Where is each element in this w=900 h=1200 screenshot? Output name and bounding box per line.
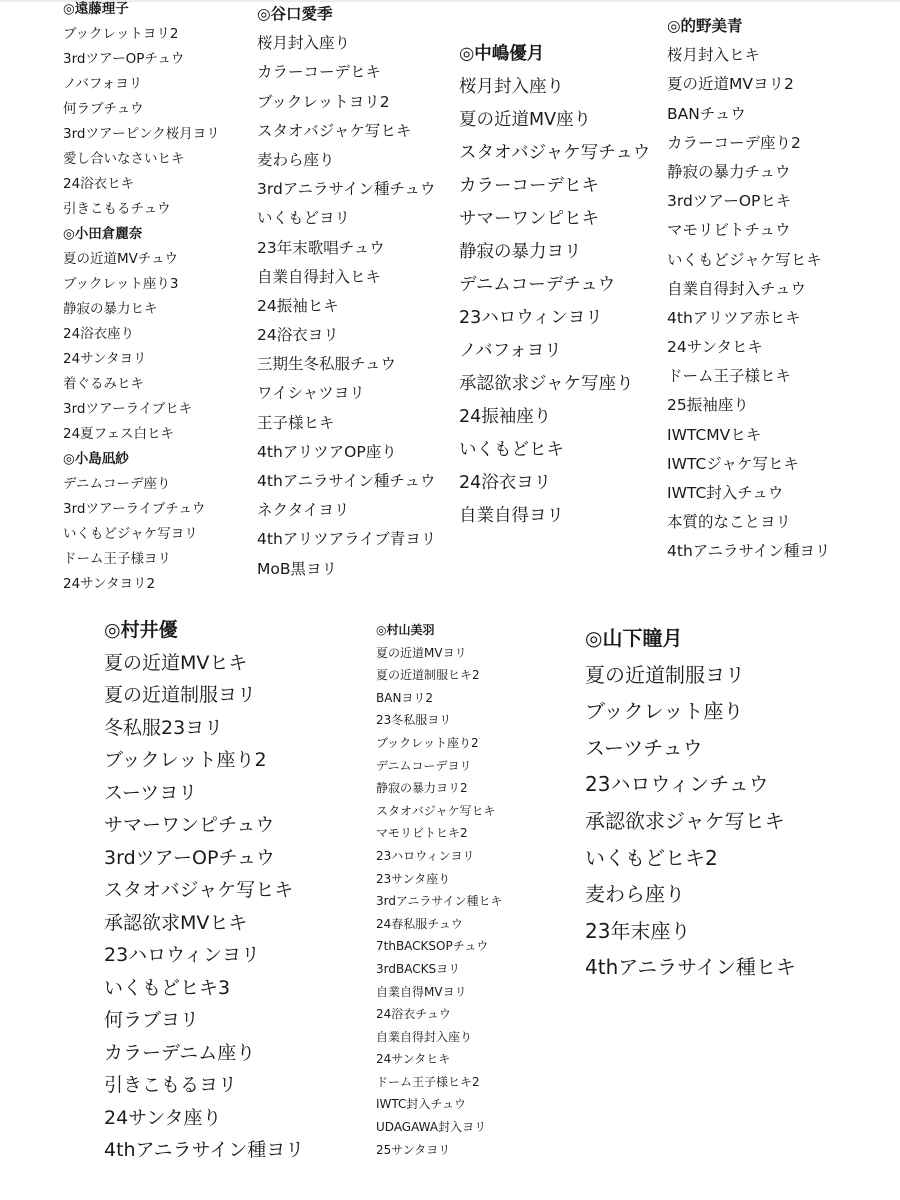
list-item: 何ラブヨリ (104, 1009, 200, 1031)
list-item: IWTCMVヒキ (667, 425, 762, 444)
list-item: 3rdアニラサイン種チュウ (257, 180, 436, 199)
list-item: 23年末座り (585, 918, 691, 943)
member-column-murai (104, 614, 304, 1167)
list-item: 23年末歌唱チュウ (257, 238, 385, 257)
list-item: スーツチュウ (585, 735, 703, 760)
list-item: BANチュウ (667, 104, 746, 123)
member-column-yamashita (585, 620, 796, 986)
list-item: ブックレットヨリ2 (257, 92, 390, 111)
list-item: デニムコーデヨリ (376, 758, 472, 773)
list-item: ワイシャツヨリ (257, 384, 365, 403)
list-item: 4thアニラサイン種ヨリ (104, 1139, 305, 1161)
member-column-nakashima (459, 38, 650, 533)
list-item: サマーワンピチュウ (104, 814, 275, 836)
list-item: 夏の近道制服ヒキ2 (376, 668, 480, 683)
list-item: 25振袖座り (667, 396, 749, 415)
list-item: 3rdツアーOPチュウ (104, 846, 275, 869)
list-item: 三期生冬私服チュウ (257, 355, 397, 374)
list-item: 承認欲求ジャケ写ヒキ (585, 808, 785, 833)
list-item: カラーデニム座り (104, 1041, 256, 1064)
list-item: 3rdツアーOPチュウ (63, 51, 185, 67)
member-column-left (63, 0, 220, 597)
list-item: 24サンタヒキ (667, 338, 763, 357)
member-name-murayama: ◎村山美羽 (376, 623, 435, 637)
list-item: 夏の近道MVヨリ2 (667, 75, 794, 94)
list-item: 24サンタ座り (104, 1106, 222, 1129)
list-item: MoB黒ヨリ (257, 559, 337, 578)
list-item: 夏の近道MV座り (459, 110, 592, 130)
list-item: スタオバジャケ写ヒキ (257, 121, 412, 140)
list-item: 24サンタヨリ (63, 351, 147, 367)
list-item: 23サンタ座り (376, 871, 451, 886)
list-item: 24夏フェス白ヒキ (63, 426, 175, 442)
list-item: ドーム王子様ヒキ2 (376, 1074, 480, 1089)
list-item: 4thアニラサイン種ヒキ (585, 955, 796, 980)
list-item: 3rdBACKSヨリ (376, 961, 461, 976)
list-item: 夏の近道制服ヨリ (104, 684, 257, 706)
list-item: 静寂の暴力ヨリ2 (376, 781, 468, 796)
member-name-kojima: ◎小島凪紗 (63, 451, 129, 467)
member-name-endo: ◎遠藤理子 (63, 1, 129, 17)
list-item: ブックレット座り (585, 699, 744, 724)
list-item: マモリビトチュウ (667, 221, 791, 240)
list-item: 桜月封入座り (459, 77, 564, 97)
member-name-taniguchi: ◎谷口愛季 (257, 5, 333, 23)
list-item: 承認欲求MVヒキ (104, 911, 248, 934)
list-item: 引きこもるヨリ (104, 1074, 238, 1096)
member-name-matono: ◎的野美青 (667, 17, 743, 35)
list-item: いくもどヨリ (257, 209, 351, 228)
list-item: カラーコーデ座り2 (667, 133, 801, 152)
list-item: ブックレットヨリ2 (63, 26, 179, 42)
list-item: いくもどヒキ2 (585, 845, 718, 870)
list-item: いくもどジャケ写ヒキ (667, 250, 822, 269)
list-item: 静寂の暴力ヒキ (63, 301, 158, 317)
list-item: 夏の近道MVチュウ (63, 251, 178, 267)
list-item: 23ハロウィンヨリ (104, 944, 261, 966)
list-item: 麦わら座り (585, 882, 685, 907)
list-item: スタオバジャケ写ヒキ (104, 879, 294, 901)
list-item: ノバフォヨリ (63, 76, 143, 92)
list-item: 24振袖ヒキ (257, 296, 339, 315)
list-item: 3rdツアーOPヒキ (667, 192, 792, 211)
list-item: 静寂の暴力ヨリ (459, 242, 582, 262)
list-item: 24サンタヨリ2 (63, 576, 156, 592)
list-item: ドーム王子様ヨリ (63, 551, 171, 567)
list-item: 4thアニラサイン種ヨリ (667, 542, 831, 561)
list-item: 自業自得封入チュウ (667, 279, 807, 298)
list-item: 夏の近道制服ヨリ (585, 662, 745, 687)
list-item: スタオバジャケ写ヒキ (376, 803, 496, 818)
list-item: 3rdツアーライブヒキ (63, 401, 193, 417)
list-item: 桜月封入座り (257, 34, 351, 53)
list-item: 23ハロウィンヨリ (376, 848, 475, 863)
member-name-yamashita: ◎山下瞳月 (585, 626, 683, 650)
list-item: ブックレット座り3 (63, 276, 179, 292)
list-item: 夏の近道MVヒキ (104, 651, 248, 674)
list-item: 着ぐるみヒキ (63, 376, 144, 392)
member-column-murayama (376, 619, 503, 1161)
list-item: カラーコーデヒキ (459, 176, 599, 196)
list-item: BANヨリ2 (376, 690, 434, 705)
list-item: 本質的なことヨリ (667, 513, 792, 532)
list-item: 引きこもるチュウ (63, 201, 171, 217)
list-item: 3rdツアーライブチュウ (63, 501, 206, 517)
list-item: 4thアリツア赤ヒキ (667, 308, 801, 327)
list-item: IWTCジャケ写ヒキ (667, 454, 799, 473)
list-item: 夏の近道MVヨリ (376, 645, 467, 660)
list-item: カラーコーデヒキ (257, 63, 382, 82)
list-item: 自業自得封入座り (376, 1029, 473, 1044)
list-item: 王子様ヒキ (257, 413, 335, 432)
list-item: いくもどヒキ3 (104, 976, 231, 999)
list-item: 23ハロウィンヨリ (459, 308, 603, 328)
list-item: 24振袖座り (459, 407, 552, 427)
list-item: ノバフォヨリ (459, 341, 562, 361)
list-item: 24浴衣ヨリ (257, 326, 339, 345)
list-item: ドーム王子様ヒキ (667, 367, 792, 386)
list-item: スーツヨリ (104, 781, 198, 804)
list-item: IWTC封入チュウ (667, 484, 784, 502)
list-item: 24浴衣ヨリ (459, 473, 552, 493)
list-item: サマーワンピヒキ (459, 209, 599, 229)
list-item: 7thBACKSOPチュウ (376, 939, 489, 954)
list-item: 自業自得封入ヒキ (257, 267, 382, 286)
list-item: 愛し合いなさいヒキ (63, 151, 185, 167)
list-item: UDAGAWA封入ヨリ (376, 1120, 487, 1135)
list-item: 24春私服チュウ (376, 916, 463, 931)
list-item: ネクタイヨリ (257, 501, 350, 520)
list-item: 24浴衣ヒキ (63, 176, 135, 192)
list-item: スタオバジャケ写チュウ (459, 143, 651, 163)
list-item: 23冬私服ヨリ (376, 713, 452, 728)
list-item: 何ラブチュウ (63, 101, 144, 117)
member-column-taniguchi (257, 0, 436, 584)
list-item: デニムコーデチュウ (459, 275, 616, 295)
list-item: 3rdツアーピンク桜月ヨリ (63, 126, 220, 142)
list-item: 3rdアニラサイン種ヒキ (376, 894, 503, 909)
list-item: 23ハロウィンチュウ (585, 772, 769, 797)
list-item: 承認欲求ジャケ写座り (459, 374, 634, 394)
list-item: 4thアリツアOP座り (257, 442, 397, 461)
list-item: 24浴衣座り (63, 326, 135, 342)
member-name-nakashima: ◎中嶋優月 (459, 44, 545, 64)
list-item: いくもどジャケ写ヨリ (63, 526, 198, 542)
list-item: 麦わら座り (257, 150, 335, 169)
list-item: デニムコーデ座り (63, 476, 171, 492)
list-item: 自業自得ヨリ (459, 506, 564, 526)
list-item: 桜月封入ヒキ (667, 46, 761, 65)
list-item: ブックレット座り2 (376, 735, 479, 750)
list-item: 4thアニラサイン種チュウ (257, 472, 436, 490)
list-item: 自業自得MVヨリ (376, 984, 467, 999)
list-item: ブックレット座り2 (104, 749, 267, 771)
list-item: 24サンタヒキ (376, 1052, 451, 1067)
list-item: いくもどヒキ (459, 440, 564, 460)
list-item: 25サンタヨリ (376, 1142, 451, 1157)
list-item: 静寂の暴力チュウ (667, 162, 791, 181)
list-item: 冬私服23ヨリ (104, 716, 224, 739)
member-name-odakura: ◎小田倉麗奈 (63, 226, 143, 242)
member-column-matono (667, 12, 830, 567)
list-item: IWTC封入チュウ (376, 1097, 467, 1112)
list-item: 24浴衣チュウ (376, 1007, 451, 1022)
list-item: 4thアリツアライブ青ヨリ (257, 530, 437, 549)
member-name-murai: ◎村井優 (104, 619, 178, 641)
list-item: マモリビトヒキ2 (376, 826, 468, 841)
